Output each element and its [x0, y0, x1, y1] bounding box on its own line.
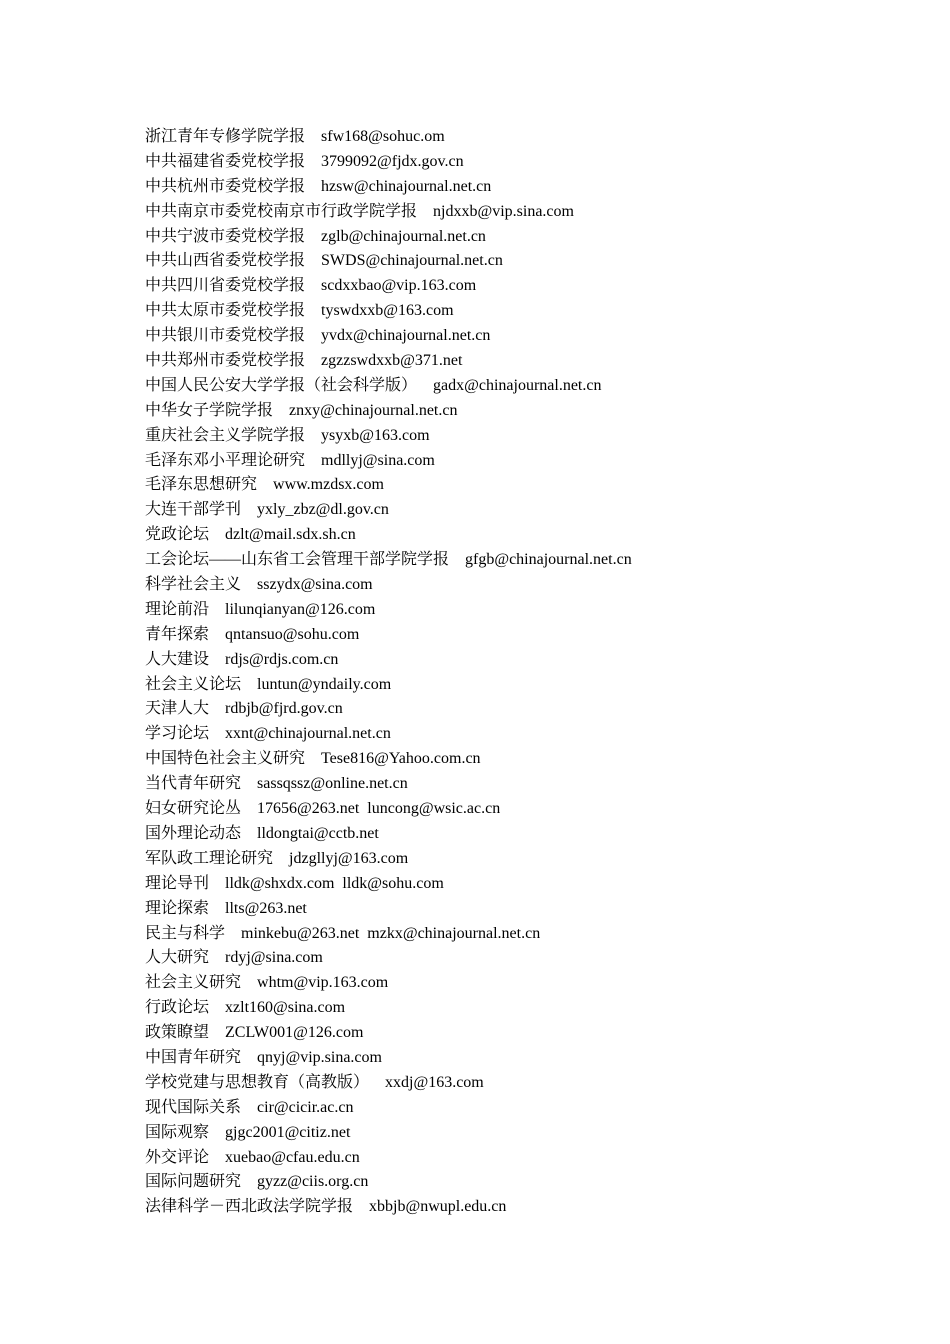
journal-email: Tese816@Yahoo.com.cn — [321, 750, 481, 768]
journal-email: scdxxbao@vip.163.com — [321, 277, 477, 295]
journal-entry — [145, 1096, 905, 1121]
journal-entry — [145, 922, 905, 947]
journal-email: 17656@263.net luncong@wsic.ac.cn — [257, 800, 501, 818]
journal-name: 中华女子学院学报 — [145, 401, 274, 419]
journal-email: rdjs@rdjs.com.cn — [225, 650, 339, 668]
journal-name: 学校党建与思想教育（高教版） — [145, 1073, 370, 1091]
journal-name: 重庆社会主义学院学报 — [145, 426, 306, 444]
journal-email-list — [145, 125, 905, 1220]
journal-name: 中共太原市委党校学报 — [145, 302, 306, 320]
journal-email: qntansuo@sohu.com — [225, 625, 360, 643]
journal-name: 党政论坛 — [145, 526, 210, 544]
journal-name: 人大研究 — [145, 949, 210, 967]
journal-name: 中共四川省委党校学报 — [145, 277, 306, 295]
journal-email: yxly_zbz@dl.gov.cn — [257, 501, 389, 519]
journal-name: 学习论坛 — [145, 725, 210, 743]
journal-entry — [145, 673, 905, 698]
journal-entry — [145, 996, 905, 1021]
journal-entry — [145, 125, 905, 150]
journal-email: lldk@shxdx.com lldk@sohu.com — [225, 874, 444, 892]
journal-email: yvdx@chinajournal.net.cn — [321, 327, 491, 345]
journal-entry — [145, 424, 905, 449]
journal-name: 中国人民公安大学学报（社会科学版） — [145, 376, 418, 394]
journal-name: 国际问题研究 — [145, 1173, 242, 1191]
journal-entry — [145, 1071, 905, 1096]
journal-email: xxnt@chinajournal.net.cn — [225, 725, 391, 743]
journal-email: gadx@chinajournal.net.cn — [433, 376, 602, 394]
journal-email: gfgb@chinajournal.net.cn — [465, 551, 632, 569]
journal-email: 3799092@fjdx.gov.cn — [321, 152, 464, 170]
journal-name: 中共南京市委党校南京市行政学院学报 — [145, 202, 418, 220]
journal-entry — [145, 847, 905, 872]
journal-name: 妇女研究论丛 — [145, 800, 242, 818]
journal-email: rdyj@sina.com — [225, 949, 323, 967]
journal-name: 现代国际关系 — [145, 1098, 242, 1116]
journal-entry — [145, 225, 905, 250]
journal-email: minkebu@263.net mzkx@chinajournal.net.cn — [241, 924, 541, 942]
journal-name: 社会主义研究 — [145, 974, 242, 992]
journal-name: 中国青年研究 — [145, 1048, 242, 1066]
journal-name: 行政论坛 — [145, 999, 210, 1017]
journal-name: 中共山西省委党校学报 — [145, 252, 306, 270]
journal-email: znxy@chinajournal.net.cn — [289, 401, 458, 419]
journal-entry — [145, 822, 905, 847]
journal-entry — [145, 772, 905, 797]
journal-entry — [145, 150, 905, 175]
journal-entry — [145, 971, 905, 996]
journal-email: lldongtai@cctb.net — [257, 824, 379, 842]
journal-name: 理论探索 — [145, 899, 210, 917]
journal-name: 毛泽东邓小平理论研究 — [145, 451, 306, 469]
journal-entry — [145, 697, 905, 722]
journal-email: sszydx@sina.com — [257, 576, 373, 594]
journal-entry — [145, 897, 905, 922]
journal-name: 国外理论动态 — [145, 824, 242, 842]
journal-entry — [145, 648, 905, 673]
journal-email: ysyxb@163.com — [321, 426, 430, 444]
journal-name: 理论导刊 — [145, 874, 210, 892]
journal-email: xuebao@cfau.edu.cn — [225, 1148, 360, 1166]
journal-name: 当代青年研究 — [145, 775, 242, 793]
journal-email: xxdj@163.com — [385, 1073, 484, 1091]
journal-entry — [145, 399, 905, 424]
journal-entry — [145, 523, 905, 548]
journal-email: rdbjb@fjrd.gov.cn — [225, 700, 343, 718]
journal-email: mdllyj@sina.com — [321, 451, 435, 469]
journal-email: dzlt@mail.sdx.sh.cn — [225, 526, 356, 544]
journal-name: 中共郑州市委党校学报 — [145, 352, 306, 370]
journal-name: 青年探索 — [145, 625, 210, 643]
journal-entry — [145, 747, 905, 772]
journal-name: 天津人大 — [145, 700, 210, 718]
journal-entry — [145, 722, 905, 747]
journal-name: 工会论坛——山东省工会管理干部学院学报 — [145, 551, 450, 569]
journal-email: sfw168@sohuc.om — [321, 128, 445, 145]
journal-email: zgzzswdxxb@371.net — [321, 352, 463, 370]
journal-name: 军队政工理论研究 — [145, 849, 274, 867]
journal-email: xbbjb@nwupl.edu.cn — [369, 1198, 507, 1216]
journal-name: 大连干部学刊 — [145, 501, 242, 519]
journal-entry — [145, 1046, 905, 1071]
journal-email: www.mzdsx.com — [273, 476, 384, 494]
journal-entry — [145, 473, 905, 498]
journal-name: 理论前沿 — [145, 600, 210, 618]
journal-entry — [145, 498, 905, 523]
journal-entry — [145, 797, 905, 822]
journal-email: zglb@chinajournal.net.cn — [321, 227, 486, 245]
journal-name: 社会主义论坛 — [145, 675, 242, 693]
journal-entry — [145, 274, 905, 299]
journal-email: xzlt160@sina.com — [225, 999, 346, 1017]
journal-entry — [145, 200, 905, 225]
journal-name: 中共杭州市委党校学报 — [145, 177, 306, 195]
journal-entry — [145, 1170, 905, 1195]
journal-email: sassqssz@online.net.cn — [257, 775, 408, 793]
journal-name: 科学社会主义 — [145, 576, 242, 594]
journal-name: 政策瞭望 — [145, 1024, 210, 1042]
journal-email: hzsw@chinajournal.net.cn — [321, 177, 492, 195]
journal-name: 外交评论 — [145, 1148, 210, 1166]
journal-entry — [145, 946, 905, 971]
journal-name: 毛泽东思想研究 — [145, 476, 258, 494]
journal-name: 中共银川市委党校学报 — [145, 327, 306, 345]
journal-email: SWDS@chinajournal.net.cn — [321, 252, 503, 270]
journal-email: njdxxb@vip.sina.com — [433, 202, 574, 220]
journal-entry — [145, 1195, 905, 1220]
journal-name: 中共福建省委党校学报 — [145, 152, 306, 170]
journal-email: gyzz@ciis.org.cn — [257, 1173, 369, 1191]
journal-entry — [145, 872, 905, 897]
journal-entry — [145, 299, 905, 324]
journal-entry — [145, 1146, 905, 1171]
journal-entry — [145, 1021, 905, 1046]
journal-entry — [145, 324, 905, 349]
journal-name: 中共宁波市委党校学报 — [145, 227, 306, 245]
journal-name: 法律科学－西北政法学院学报 — [145, 1198, 354, 1216]
journal-email: tyswdxxb@163.com — [321, 302, 454, 320]
journal-email: cir@cicir.ac.cn — [257, 1098, 354, 1116]
journal-email: ZCLW001@126.com — [225, 1024, 364, 1042]
journal-entry — [145, 175, 905, 200]
journal-email: jdzgllyj@163.com — [289, 849, 409, 867]
journal-entry — [145, 349, 905, 374]
journal-entry — [145, 598, 905, 623]
journal-email: lilunqianyan@126.com — [225, 600, 376, 618]
journal-entry — [145, 573, 905, 598]
journal-entry — [145, 1121, 905, 1146]
journal-entry — [145, 449, 905, 474]
journal-entry — [145, 548, 905, 573]
journal-name: 民主与科学 — [145, 924, 226, 942]
journal-name: 浙江青年专修学院学报 — [145, 128, 306, 145]
journal-entry — [145, 249, 905, 274]
journal-email: qnyj@vip.sina.com — [257, 1048, 382, 1066]
journal-name: 国际观察 — [145, 1123, 210, 1141]
journal-email: luntun@yndaily.com — [257, 675, 392, 693]
journal-email: gjgc2001@citiz.net — [225, 1123, 351, 1141]
journal-name: 中国特色社会主义研究 — [145, 750, 306, 768]
journal-entry — [145, 374, 905, 399]
journal-name: 人大建设 — [145, 650, 210, 668]
journal-email: whtm@vip.163.com — [257, 974, 389, 992]
journal-email: llts@263.net — [225, 899, 307, 917]
journal-entry — [145, 623, 905, 648]
